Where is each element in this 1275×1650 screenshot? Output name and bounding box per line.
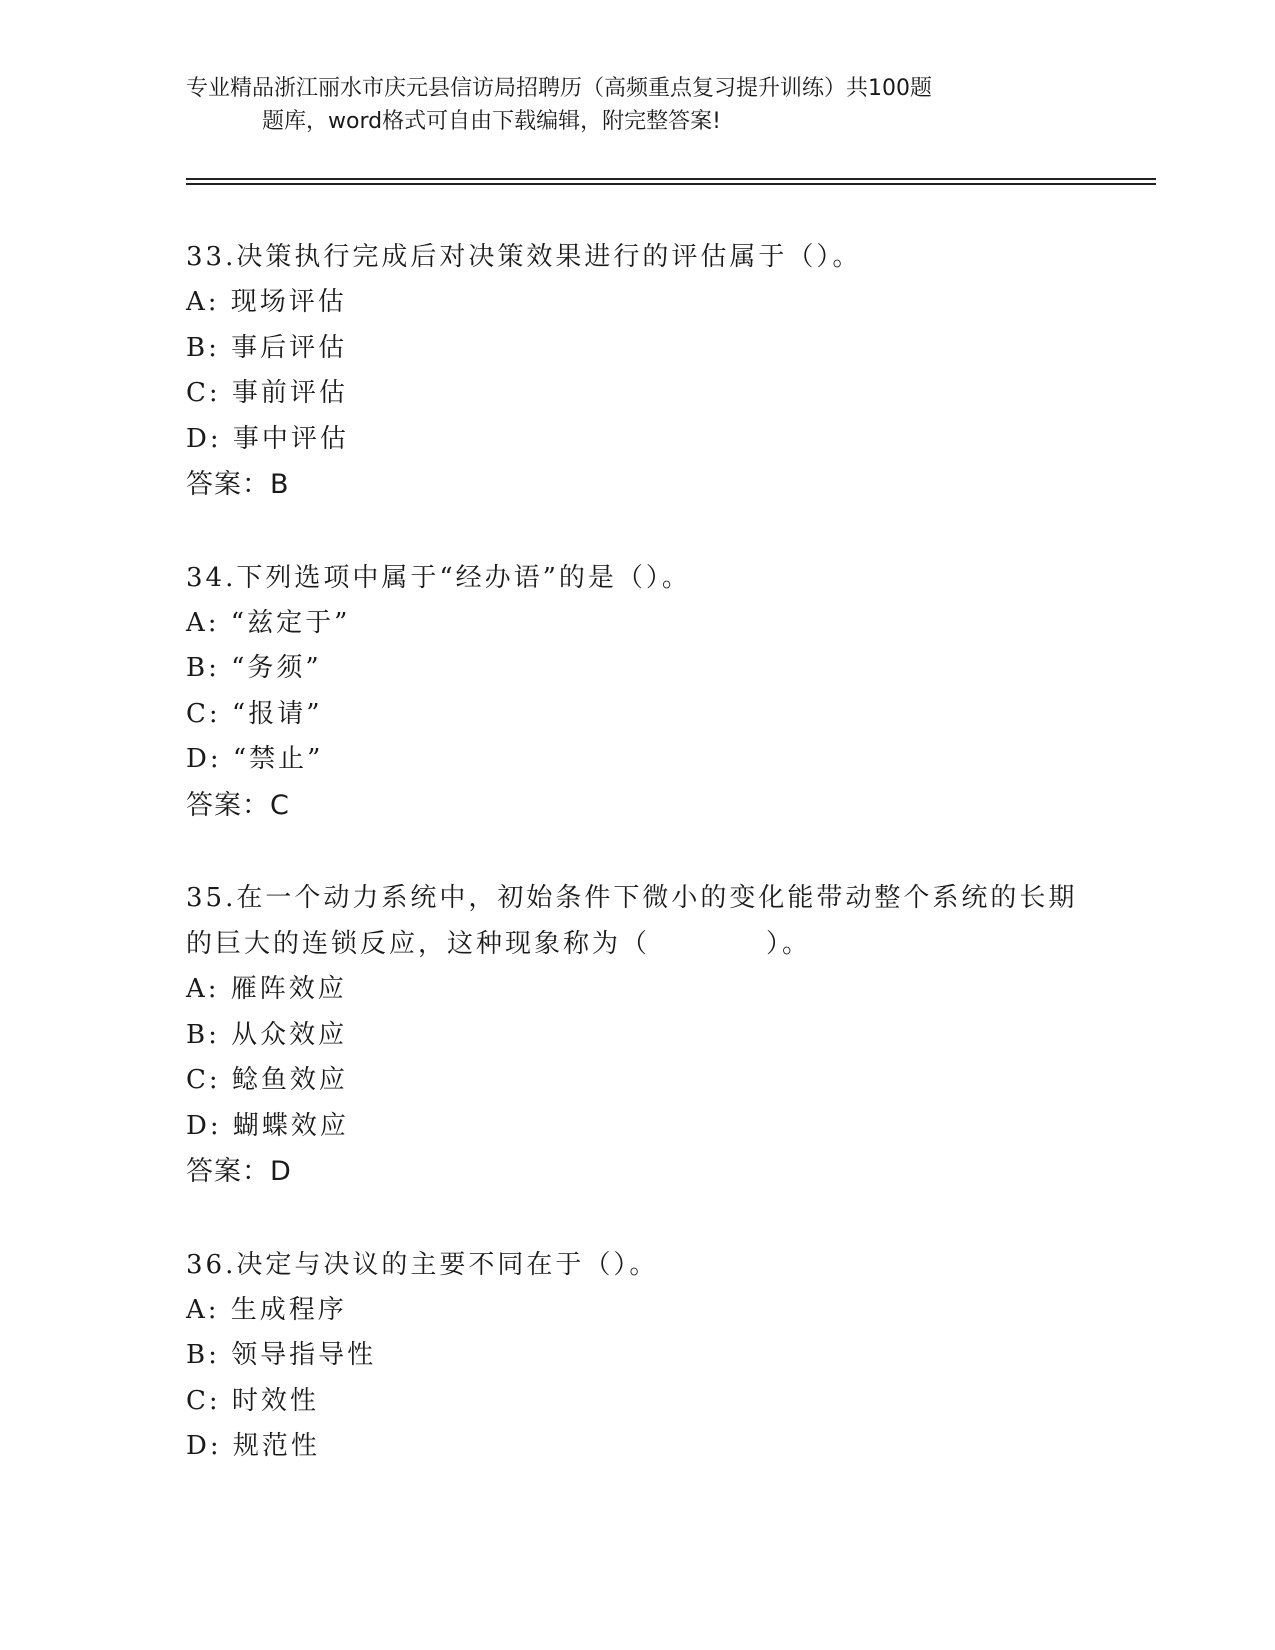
option-a: A: 生成程序 (186, 1294, 347, 1325)
option-a: A: “兹定于” (186, 607, 351, 638)
option-c: C: 事前评估 (186, 378, 348, 408)
question-33 (186, 234, 1086, 508)
option-b: B: 从众效应 (186, 1019, 348, 1050)
document-header (186, 72, 1086, 138)
question-stem: 33.决策执行完成后对决策效果进行的评估属于（）。 (186, 242, 862, 272)
option-a: A: 雁阵效应 (186, 974, 347, 1004)
option-c: C: “报请” (186, 698, 323, 729)
header-rule-bottom (186, 183, 1156, 185)
question-stem: 36.决定与决议的主要不同在于（）。 (186, 1249, 659, 1280)
option-d: D: 事中评估 (186, 423, 349, 454)
question-35 (186, 875, 1086, 1195)
question-stem: 34.下列选项中属于“经办语”的是（）。 (186, 562, 691, 593)
question-36 (186, 1242, 1086, 1470)
question-34 (186, 555, 1086, 829)
document-title-line-2: 题库，word格式可自由下载编辑，附完整答案! (262, 109, 721, 134)
option-b: B: 领导指导性 (186, 1340, 377, 1370)
option-b: B: “务须” (186, 653, 322, 683)
option-c: C: 时效性 (186, 1385, 319, 1416)
option-d: D: 蝴蝶效应 (186, 1110, 349, 1141)
option-d: D: 规范性 (186, 1431, 320, 1461)
option-d: D: “禁止” (186, 744, 324, 774)
option-a: A: 现场评估 (186, 287, 347, 317)
question-stem: 35.在一个动力系统中，初始条件下微小的变化能带动整个系统的长期的巨大的连锁反应，这种现象称为（ ）。 (186, 883, 1078, 959)
header-rule-top (186, 178, 1156, 180)
document-title-line-1: 专业精品浙江丽水市庆元县信访局招聘历（高频重点复习提升训练）共100题 (186, 76, 932, 101)
answer: 答案：C (186, 789, 290, 821)
option-c: C: 鲶鱼效应 (186, 1065, 348, 1095)
option-b: B: 事后评估 (186, 332, 348, 363)
answer: 答案：B (186, 469, 290, 500)
answer: 答案：D (186, 1156, 292, 1187)
question-list (186, 234, 1086, 1517)
